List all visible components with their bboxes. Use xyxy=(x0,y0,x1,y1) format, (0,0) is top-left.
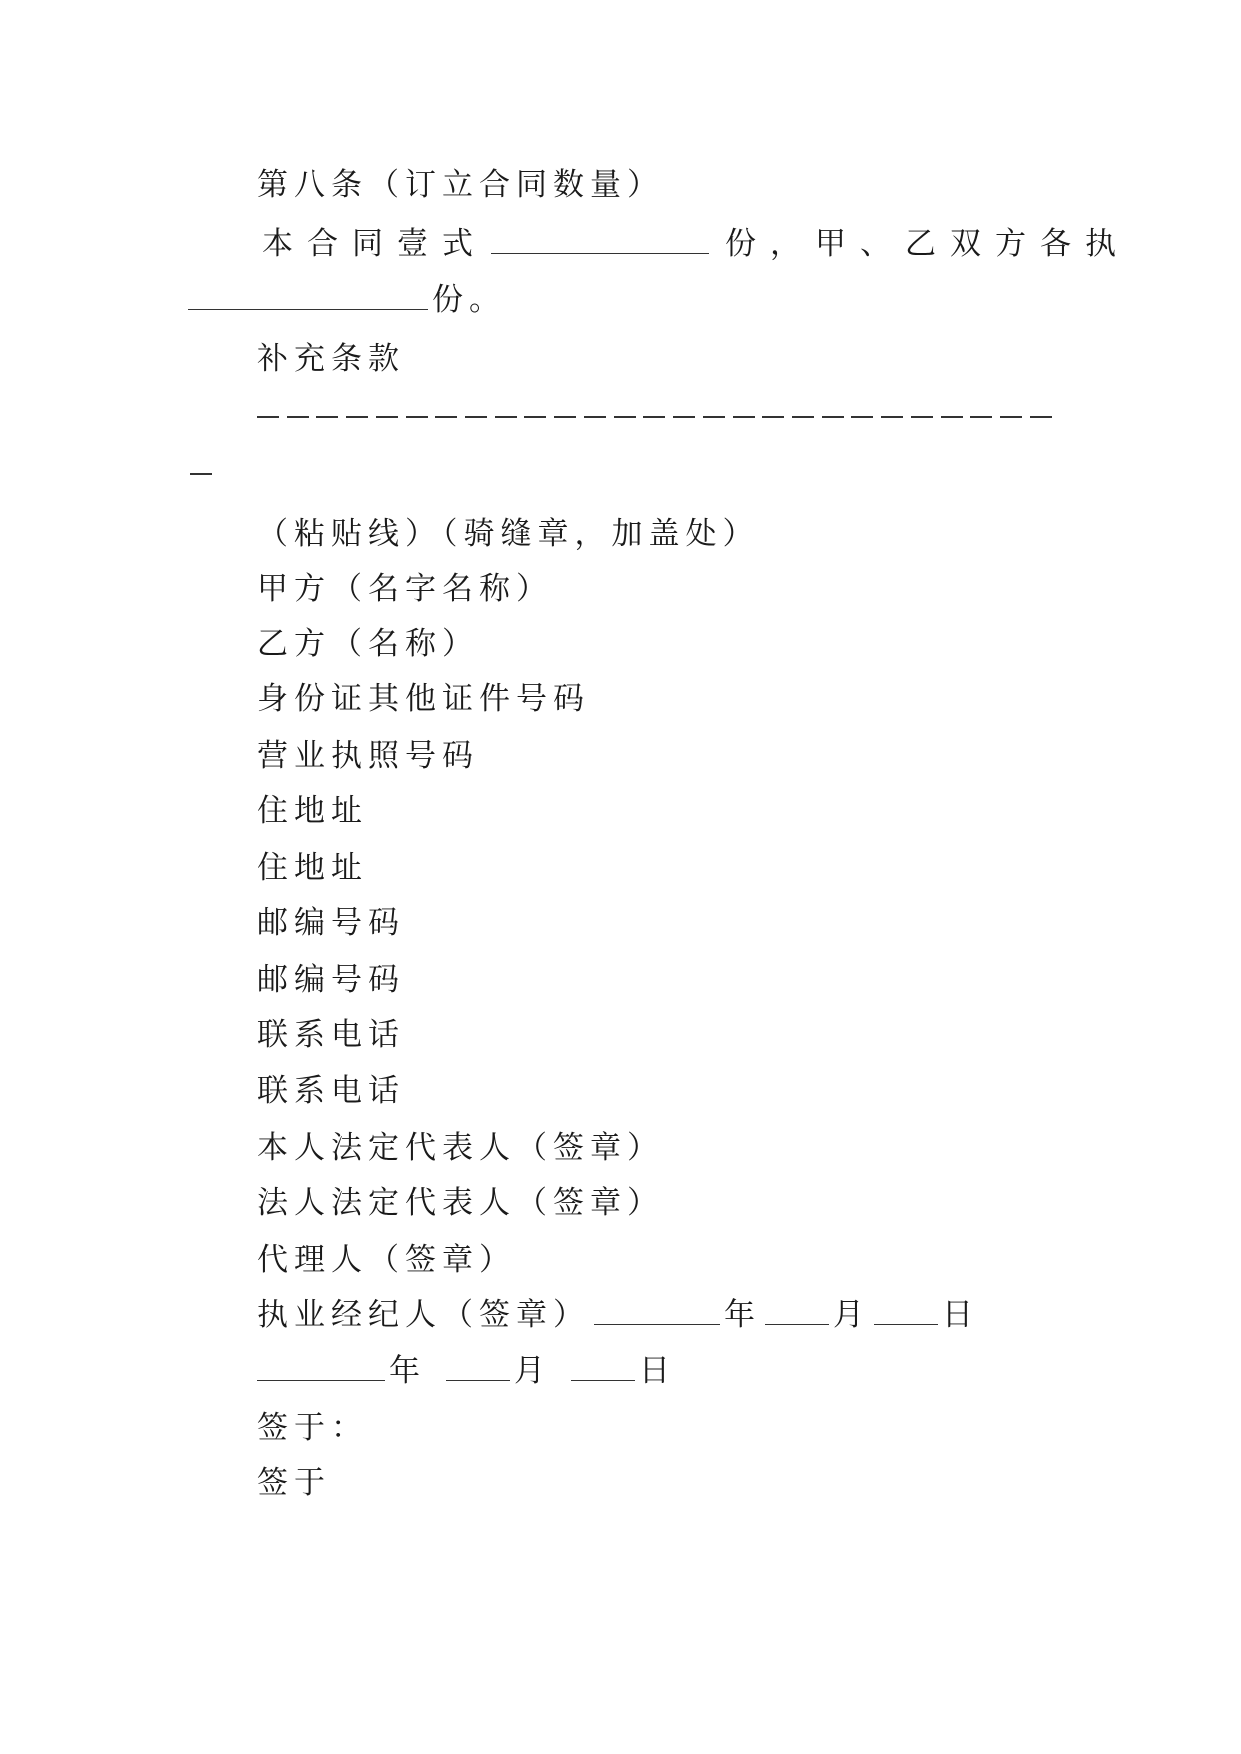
broker-day-blank[interactable] xyxy=(874,1294,938,1325)
dash xyxy=(673,416,695,418)
dash xyxy=(435,416,457,418)
supplement-heading: 补充条款 xyxy=(257,341,405,377)
date-year-label: 年 xyxy=(389,1353,426,1389)
date-month-blank[interactable] xyxy=(446,1350,510,1381)
broker-day-label: 日 xyxy=(942,1297,979,1333)
broker-label: 执业经纪人（签章） xyxy=(257,1297,590,1333)
dash xyxy=(970,416,992,418)
dash xyxy=(792,416,814,418)
dash xyxy=(257,416,279,418)
dash xyxy=(406,416,428,418)
legal-rep-self: 本人法定代表人（签章） xyxy=(257,1130,664,1166)
article8-each-line xyxy=(188,278,506,322)
phone-b: 联系电话 xyxy=(257,1073,405,1109)
dash xyxy=(643,416,665,418)
supplement-dash-line xyxy=(257,395,1052,439)
dash xyxy=(941,416,963,418)
signed-at-a: 签于： xyxy=(257,1410,368,1446)
dash xyxy=(495,416,517,418)
broker-line xyxy=(257,1293,979,1337)
dash xyxy=(465,416,487,418)
dash xyxy=(554,416,576,418)
paste-line-note: （粘贴线）（骑缝章，加盖处） xyxy=(257,516,760,552)
dash xyxy=(1030,416,1052,418)
article8-copies-line xyxy=(262,222,1130,266)
dash xyxy=(346,416,368,418)
dash xyxy=(851,416,873,418)
party-b-name: 乙方（名称） xyxy=(257,626,479,662)
agent-signature: 代理人（签章） xyxy=(257,1242,516,1278)
postcode-a: 邮编号码 xyxy=(257,905,405,941)
copies-text-a: 本合同壹式 xyxy=(262,226,487,262)
dash xyxy=(1000,416,1022,418)
dash xyxy=(614,416,636,418)
date-day-label: 日 xyxy=(639,1353,676,1389)
dash xyxy=(733,416,755,418)
postcode-b: 邮编号码 xyxy=(257,962,405,998)
party-a-name: 甲方（名字名称） xyxy=(257,571,553,607)
each-copies-blank[interactable] xyxy=(188,279,428,310)
copies-text-b: 份，甲、乙双方各执 xyxy=(725,226,1130,262)
date-month-label: 月 xyxy=(514,1353,551,1389)
dash xyxy=(287,416,309,418)
dash xyxy=(316,416,338,418)
date-year-blank[interactable] xyxy=(257,1350,385,1381)
broker-month-blank[interactable] xyxy=(765,1294,829,1325)
legal-rep-corporate: 法人法定代表人（签章） xyxy=(257,1185,664,1221)
dash xyxy=(376,416,398,418)
dash xyxy=(881,416,903,418)
total-copies-blank[interactable] xyxy=(491,223,709,254)
date-day-blank[interactable] xyxy=(571,1350,635,1381)
date-line xyxy=(257,1349,676,1393)
copies-text-c: 份。 xyxy=(432,282,506,318)
dash xyxy=(762,416,784,418)
dash xyxy=(524,416,546,418)
dash xyxy=(703,416,725,418)
phone-a: 联系电话 xyxy=(257,1017,405,1053)
address-b: 住地址 xyxy=(257,850,368,886)
signed-at-b: 签于 xyxy=(257,1465,331,1501)
article8-heading: 第八条（订立合同数量） xyxy=(257,167,664,203)
business-license-number: 营业执照号码 xyxy=(257,738,479,774)
address-a: 住地址 xyxy=(257,793,368,829)
dash xyxy=(584,416,606,418)
dash xyxy=(822,416,844,418)
broker-year-label: 年 xyxy=(724,1297,761,1333)
dash-tail xyxy=(190,473,212,475)
broker-year-blank[interactable] xyxy=(594,1294,720,1325)
id-number: 身份证其他证件号码 xyxy=(257,681,590,717)
broker-month-label: 月 xyxy=(833,1297,870,1333)
dash xyxy=(911,416,933,418)
